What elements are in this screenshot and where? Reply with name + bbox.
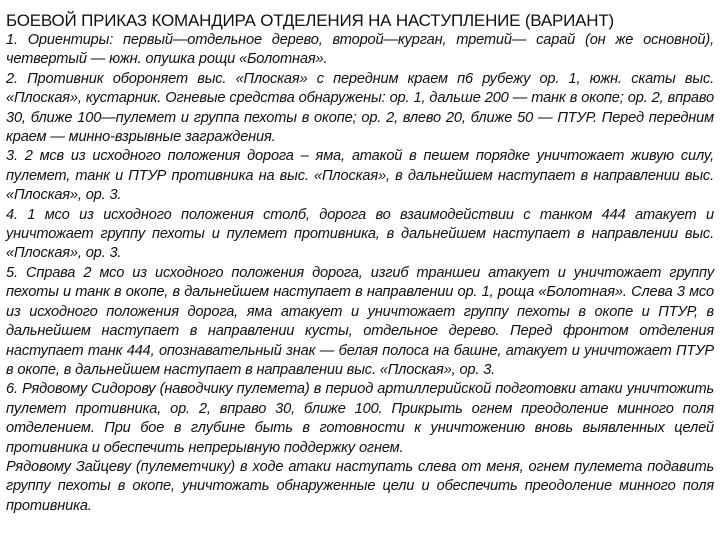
paragraph-5: 5. Справа 2 мсо из исходного положения дорога, изгиб траншеи атакует и уничтожает группу пехоты и танк в окопе, в дальнейшем наступает в направлении ор. 1, роща «Болотная». Слева 3 мсо из исходного положения дорога, яма атакует и уничтожает группу пехоты в окопе и ПТУР, в дальнейшем наступает в направлении кусты, отдельное дерево. Перед фронтом отделения наступает танк 444, опознавательный знак — белая полоса на башне, атакует и уничтожает ПТУР в окопе, в дальнейшем наступает в направлении выс. «Плоская», ор. 3. [6, 264, 714, 378]
document-title: БОЕВОЙ ПРИКАЗ КОМАНДИРА ОТДЕЛЕНИЯ НА НАСТУПЛЕНИЕ (ВАРИАНТ) [6, 11, 615, 30]
paragraph-7: Рядовому Зайцеву (пулеметчику) в ходе атаки наступать слева от меня, огнем пулемета подавить группу пехоты в окопе, уничтожать обнаруженные цели и обеспечить преодоление минного поля противника. [6, 458, 714, 514]
paragraph-1: 1. Ориентиры: первый—отдельное дерево, второй—курган, третий— сарай (он же основной), четвертый — южн. опушка рощи «Болотная». [6, 32, 714, 68]
paragraph-2: 2. Противник обороняет выс. «Плоская» с передним краем п6 рубежу ор. 1, южн. скаты выс. «Плоская», кустарник. Огневые средства обнаружены: ор. 1, дальше 200 — танк в окопе; ор. 2, вправо 30, ближе 100—пулемет и группа пехоты в окопе; ор. 2, влево 20, ближе 50 — ПТУР. Перед передним краем — минно-взрывные заграждения. [6, 70, 714, 146]
paragraph-3: 3. 2 мсв из исходного положения дорога – яма, атакой в пешем порядке уничтожает живую силу, пулемет, танк и ПТУР противника на выс. «Плоская», в дальнейшем наступает в направлении выс. «Плоская», ор. 3. [6, 148, 714, 204]
paragraph-6: 6. Рядовому Сидорову (наводчику пулемета) в период артиллерийской подготовки атаки уничтожить пулемет противника, ор. 2, вправо 30, ближе 100. Прикрыть огнем преодоление минного поля отделением. При бое в глубине быть в готовности к уничтожению вновь выявленных целей противника и обеспечить непрерывную поддержку огнем. [6, 381, 714, 456]
paragraph-4: 4. 1 мсо из исходного положения столб, дорога во взаимодействии с танком 444 атакует и уничтожает группу пехоты и пулемет противника, в дальнейшем наступает в направлении выс. «Плоская», ор. 3. [6, 206, 714, 262]
document-body [6, 31, 714, 516]
document-page [6, 0, 714, 516]
